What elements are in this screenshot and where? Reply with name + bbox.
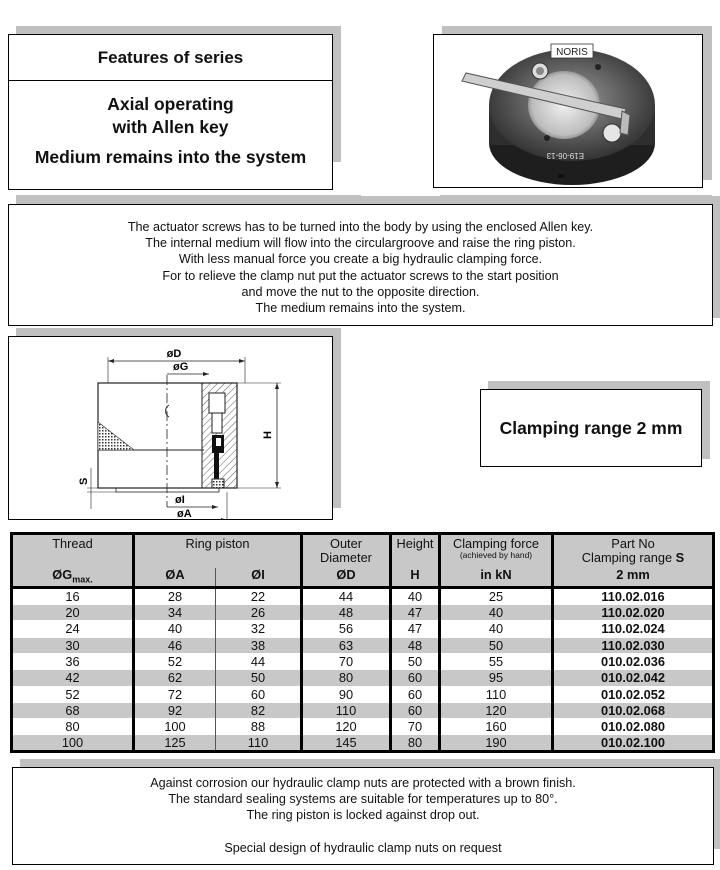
cell-part-no: 010.02.042 xyxy=(553,670,714,686)
dim-label-a: øA xyxy=(177,508,192,520)
header-part-no-s: S xyxy=(675,550,685,565)
cell-thread: 80 xyxy=(12,719,134,735)
clamp-nut-section-drawing-icon xyxy=(9,337,333,520)
cell-thread: 42 xyxy=(12,670,134,686)
cell-outer-diameter: 90 xyxy=(302,686,391,702)
note-line: The standard sealing systems are suitable for temperatures up to 80°. xyxy=(168,792,558,807)
cell-part-no: 110.02.016 xyxy=(553,588,714,605)
note-line: Against corrosion our hydraulic clamp nuts are protected with a brown finish. xyxy=(150,776,576,790)
cell-part-no: 110.02.020 xyxy=(553,605,714,621)
cell-ring-a: 52 xyxy=(134,653,216,669)
cell-ring-a: 28 xyxy=(134,588,216,605)
cell-height: 80 xyxy=(391,735,440,752)
cell-ring-i: 88 xyxy=(216,719,302,735)
clamp-nut-photo-icon xyxy=(434,35,703,188)
cell-ring-i: 82 xyxy=(216,702,302,718)
clamping-range-label: Clamping range 2 mm xyxy=(499,417,683,438)
noris-label: NORIS xyxy=(556,47,588,58)
cell-height: 70 xyxy=(391,719,440,735)
table-row xyxy=(12,637,714,653)
cell-part-no: 010.02.052 xyxy=(553,686,714,702)
cell-outer-diameter: 120 xyxy=(302,719,391,735)
header-clamping-force xyxy=(440,534,553,568)
cell-ring-a: 46 xyxy=(134,637,216,653)
cell-ring-a: 92 xyxy=(134,702,216,718)
cell-ring-i: 26 xyxy=(216,605,302,621)
cell-clamping-force: 120 xyxy=(440,702,553,718)
cell-ring-a: 62 xyxy=(134,670,216,686)
table-row xyxy=(12,605,714,621)
cell-ring-a: 40 xyxy=(134,621,216,637)
cell-thread: 30 xyxy=(12,637,134,653)
description-box xyxy=(8,204,713,326)
cell-part-no: 010.02.068 xyxy=(553,702,714,718)
subheader-height: H xyxy=(391,568,440,588)
cell-outer-diameter: 70 xyxy=(302,653,391,669)
dim-label-i: øI xyxy=(175,494,185,506)
cell-part-no: 010.02.100 xyxy=(553,735,714,752)
cell-part-no: 010.02.036 xyxy=(553,653,714,669)
note-footer: Special design of hydraulic clamp nuts on request xyxy=(224,840,502,855)
subheader-thread: $ØG_{max.}$ xyxy=(12,568,134,588)
header-clamping-force-note: (achieved by hand) xyxy=(459,550,533,560)
cell-ring-a: 34 xyxy=(134,605,216,621)
cell-ring-i: 110 xyxy=(216,735,302,752)
cell-ring-a: 125 xyxy=(134,735,216,752)
dim-label-d: øD xyxy=(166,348,182,360)
features-body xyxy=(9,81,332,169)
cell-thread: 16 xyxy=(12,588,134,605)
note-line: The ring piston is locked against drop out. xyxy=(246,808,480,823)
cell-ring-i: 60 xyxy=(216,686,302,702)
cell-outer-diameter: 145 xyxy=(302,735,391,752)
cell-clamping-force: 95 xyxy=(440,670,553,686)
dim-label-g: øG xyxy=(173,361,189,373)
specs-table xyxy=(10,532,715,753)
cell-ring-i: 32 xyxy=(216,621,302,637)
table-row xyxy=(12,735,714,752)
subheader-part: 2 mm xyxy=(553,568,714,588)
header-thread: Thread xyxy=(12,534,134,568)
cell-thread: 68 xyxy=(12,702,134,718)
header-part-no xyxy=(553,534,714,568)
cell-ring-a: 100 xyxy=(134,719,216,735)
table-row xyxy=(12,588,714,605)
description-line: For to relieve the clamp nut put the actuator screws to the start position xyxy=(162,268,559,283)
table-row xyxy=(12,702,714,718)
feature-line-3: Medium remains into the system xyxy=(34,147,307,167)
cell-ring-i: 44 xyxy=(216,653,302,669)
header-height: Height xyxy=(391,534,440,568)
product-photo xyxy=(433,34,703,188)
cell-clamping-force: 110 xyxy=(440,686,553,702)
specs-table-body xyxy=(12,588,714,752)
cell-ring-i: 22 xyxy=(216,588,302,605)
cell-part-no: 110.02.024 xyxy=(553,621,714,637)
table-row xyxy=(12,670,714,686)
cell-height: 60 xyxy=(391,702,440,718)
cell-ring-i: 50 xyxy=(216,670,302,686)
header-outer-diameter: Outer Diameter xyxy=(302,534,391,568)
clamping-range-box xyxy=(480,389,702,467)
specs-table-wrapper xyxy=(10,532,715,753)
table-row xyxy=(12,653,714,669)
subheader-force: in kN xyxy=(440,568,553,588)
engraving-text: E19-06-13 xyxy=(546,151,584,160)
dim-label-s: S xyxy=(78,477,90,485)
table-row xyxy=(12,719,714,735)
cell-height: 48 xyxy=(391,637,440,653)
cell-clamping-force: 190 xyxy=(440,735,553,752)
cell-thread: 24 xyxy=(12,621,134,637)
subheader-outer: ØD xyxy=(302,568,391,588)
cell-thread: 52 xyxy=(12,686,134,702)
cell-outer-diameter: 63 xyxy=(302,637,391,653)
dim-label-h: H xyxy=(262,431,274,439)
notes-box xyxy=(12,767,714,865)
description-line: The internal medium will flow into the circulargroove and raise the ring piston. xyxy=(145,236,576,251)
cell-height: 60 xyxy=(391,686,440,702)
cell-clamping-force: 55 xyxy=(440,653,553,669)
cell-outer-diameter: 110 xyxy=(302,702,391,718)
cell-outer-diameter: 44 xyxy=(302,588,391,605)
cell-clamping-force: 50 xyxy=(440,637,553,653)
cell-part-no: 010.02.080 xyxy=(553,719,714,735)
technical-drawing xyxy=(8,336,333,520)
features-title: Features of series xyxy=(9,35,332,81)
header-part-no-label: Part No xyxy=(611,536,655,551)
feature-line-2: with Allen key xyxy=(112,117,229,137)
subheader-ring-a: ØA xyxy=(134,568,216,588)
cell-height: 40 xyxy=(391,588,440,605)
description-line: The actuator screws has to be turned into the body by using the enclosed Allen key. xyxy=(127,220,594,234)
cell-ring-i: 38 xyxy=(216,637,302,653)
cell-outer-diameter: 48 xyxy=(302,605,391,621)
cell-height: 47 xyxy=(391,605,440,621)
header-clamping-force-label: Clamping force xyxy=(452,536,540,551)
cell-ring-a: 72 xyxy=(134,686,216,702)
cell-height: 47 xyxy=(391,621,440,637)
cell-outer-diameter: 56 xyxy=(302,621,391,637)
description-line: The medium remains into the system. xyxy=(255,301,466,316)
subheader-ring-i: ØI xyxy=(216,568,302,588)
cell-height: 60 xyxy=(391,670,440,686)
table-row xyxy=(12,686,714,702)
cell-clamping-force: 160 xyxy=(440,719,553,735)
table-row xyxy=(12,621,714,637)
feature-line-1: Axial operating xyxy=(107,94,234,114)
header-ring-piston: Ring piston xyxy=(134,534,302,568)
cell-outer-diameter: 80 xyxy=(302,670,391,686)
header-part-no-sub: Clamping range xyxy=(581,550,673,565)
cell-clamping-force: 40 xyxy=(440,605,553,621)
cell-clamping-force: 40 xyxy=(440,621,553,637)
cell-thread: 100 xyxy=(12,735,134,752)
cell-height: 50 xyxy=(391,653,440,669)
cell-part-no: 110.02.030 xyxy=(553,637,714,653)
features-box xyxy=(8,34,333,190)
cell-thread: 36 xyxy=(12,653,134,669)
description-line: With less manual force you create a big hydraulic clamping force. xyxy=(178,252,543,267)
description-line: and move the nut to the opposite direction. xyxy=(241,284,480,299)
cell-thread: 20 xyxy=(12,605,134,621)
cell-clamping-force: 25 xyxy=(440,588,553,605)
